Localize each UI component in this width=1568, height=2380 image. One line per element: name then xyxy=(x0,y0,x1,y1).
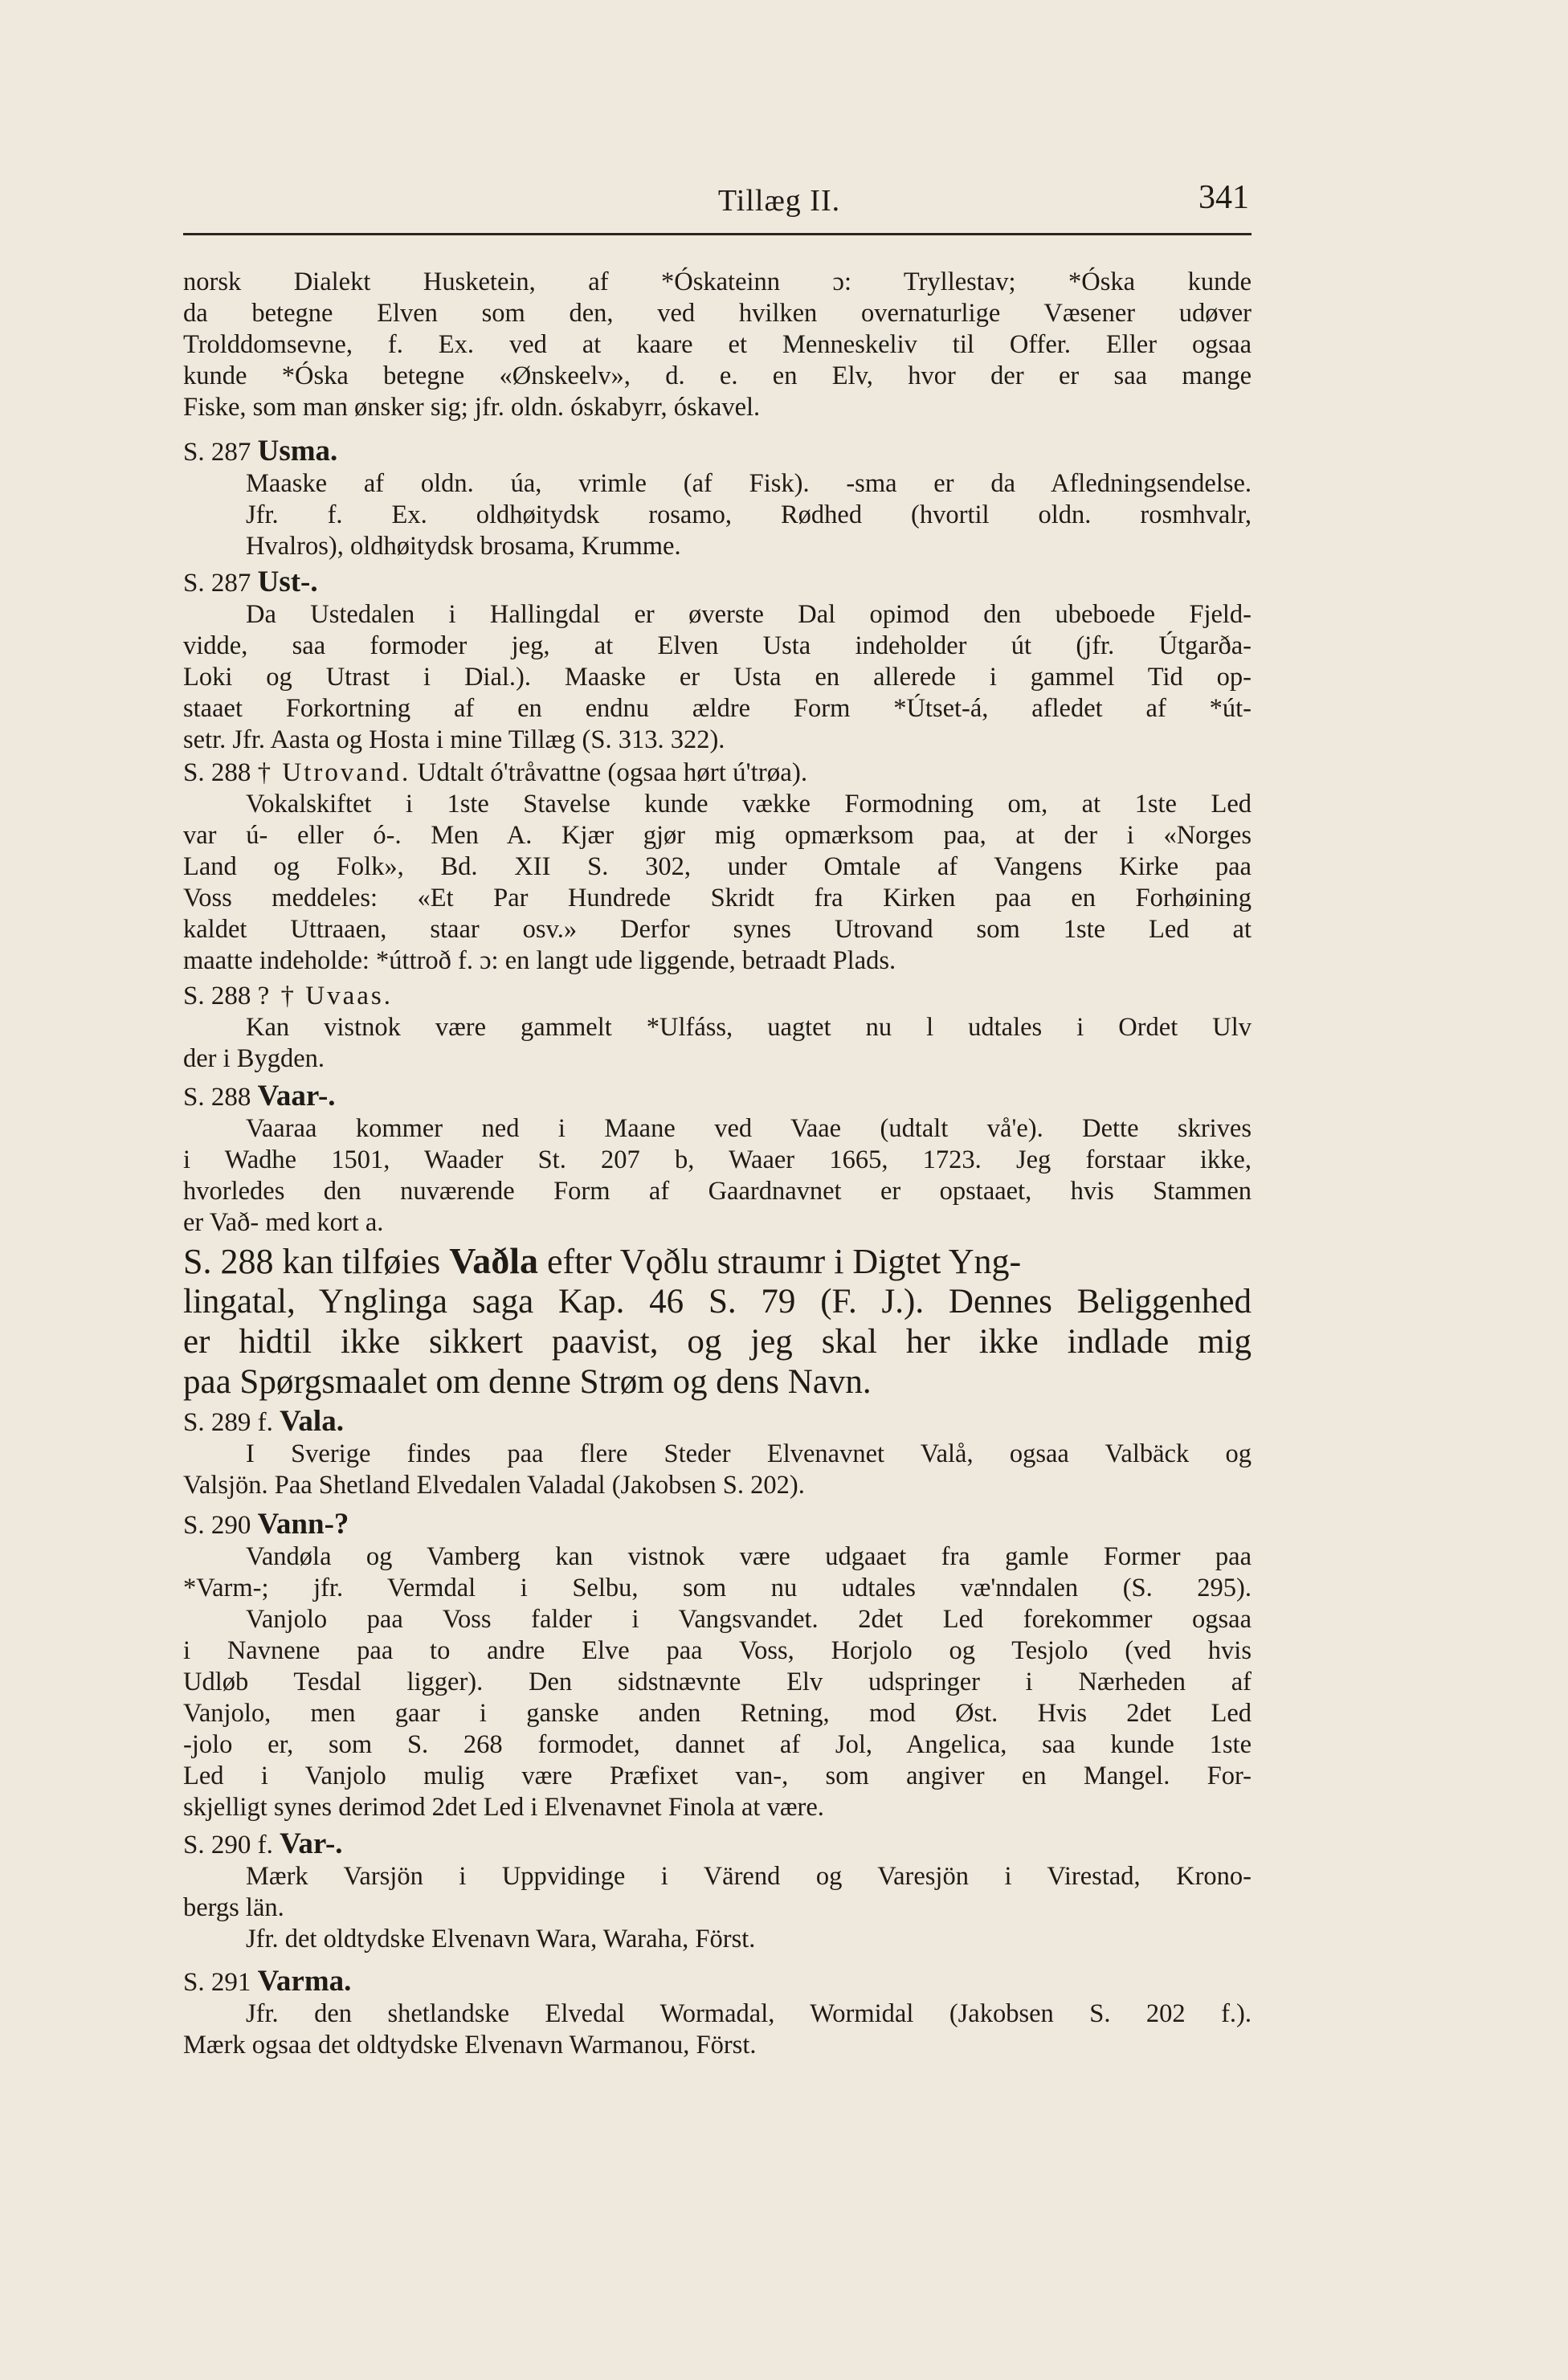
headword: Vala. xyxy=(280,1405,344,1438)
entry-ust xyxy=(183,566,1252,756)
entry-vann xyxy=(183,1508,1252,1823)
text-line: maatte indeholde: *úttroð f. ɔ: en langt ude liggende, betraadt Plads. xyxy=(183,946,896,975)
headword: Ust-. xyxy=(257,565,318,598)
text-line: Mærk Varsjön i Uppvidinge i Värend og Varesjön i Virestad, Krono- xyxy=(246,1862,1252,1891)
text-line: Da Ustedalen i Hallingdal er øverste Dal opimod den ubeboede Fjeld- xyxy=(246,600,1252,629)
text-line: norsk Dialekt Husketein, af *Óskateinn ɔ: Tryllestav; *Óska kunde xyxy=(183,267,1252,296)
text-line: Land og Folk», Bd. XII S. 302, under Omtale af Vangens Kirke paa xyxy=(183,852,1252,881)
headword: Vann-? xyxy=(257,1508,349,1541)
text-line: da betegne Elven som den, ved hvilken overnaturlige Væsener udøver xyxy=(183,299,1252,328)
page-number: 341 xyxy=(1198,179,1249,216)
text-line: Vanjolo, men gaar i ganske anden Retning, mod Øst. Hvis 2det Led xyxy=(183,1699,1252,1728)
text-line: i Wadhe 1501, Waader St. 207 b, Waaer 1665, 1723. Jeg forstaar ikke, xyxy=(183,1145,1252,1174)
text-line: Kan vistnok være gammelt *Ulfáss, uagtet nu l udtales i Ordet Ulv xyxy=(246,1013,1252,1042)
entry-head xyxy=(183,980,1252,1012)
headword: Varma. xyxy=(257,1965,352,1998)
text-line: paa Spørgsmaalet om denne Strøm og dens Navn. xyxy=(183,1363,872,1401)
text-line: Trolddomsevne, f. Ex. ved at kaare et Menneskeliv til Offer. Eller ogsaa xyxy=(183,330,1252,359)
head-text: efter Vǫðlu straumr i Digtet Yng- xyxy=(547,1242,1022,1281)
text-line: var ú- eller ó-. Men A. Kjær gjør mig opmærksom paa, at der i «Norges xyxy=(183,821,1252,850)
text-line: staaet Forkortning af en endnu ældre Form *Útset-á, afledet af *út- xyxy=(183,694,1252,723)
page-reference: S. 290 f. xyxy=(183,1831,273,1860)
text-line: I Sverige findes paa flere Steder Elvenavnet Valå, ogsaa Valbäck og xyxy=(246,1439,1252,1468)
text-line: Vaaraa kommer ned i Maane ved Vaae (udtalt vå'e). Dette skrives xyxy=(246,1114,1252,1143)
text-line: er Vað- med kort a. xyxy=(183,1208,384,1237)
entry-head xyxy=(183,1966,1252,1998)
text-line: Led i Vanjolo mulig være Præfixet van-, som angiver en Mangel. For- xyxy=(183,1762,1252,1790)
text-line: Jfr. det oldtydske Elvenavn Wara, Waraha, Först. xyxy=(246,1925,756,1953)
text-line: lingatal, Ynglinga saga Kap. 46 S. 79 (F. J.). Dennes Beliggenhed xyxy=(183,1283,1252,1321)
entry-head xyxy=(183,566,1252,599)
page-reference: S. 289 f. xyxy=(183,1408,273,1437)
headword: Vaðla xyxy=(449,1240,538,1281)
text-line: kunde *Óska betegne «Ønskeelv», d. e. en Elv, hvor der er saa mange xyxy=(183,361,1252,390)
text-line: Vandøla og Vamberg kan vistnok være udgaaet fra gamle Former paa xyxy=(246,1542,1252,1571)
entry-head xyxy=(183,435,1252,468)
entry-varma xyxy=(183,1966,1252,2061)
page-reference: S. 291 xyxy=(183,1968,251,1997)
headword: † Utrovand. xyxy=(257,758,411,787)
entry-vadla xyxy=(183,1241,1252,1402)
headword: Var-. xyxy=(280,1827,343,1860)
page-reference: S. 287 xyxy=(183,438,251,467)
entry-usma xyxy=(183,435,1252,562)
text-line: Maaske af oldn. úa, vrimle (af Fisk). -sma er da Afledningsendelse. xyxy=(246,469,1252,498)
headword: Usma. xyxy=(257,435,338,467)
entry-head xyxy=(183,1508,1252,1541)
text-line: bergs län. xyxy=(183,1893,284,1922)
text-line: Mærk ogsaa det oldtydske Elvenavn Warmanou, Först. xyxy=(183,2031,757,2060)
headword: ? † Uvaas. xyxy=(257,982,393,1010)
entry-head xyxy=(183,1241,1252,1282)
text-line: i Navnene paa to andre Elve paa Voss, Horjolo og Tesjolo (ved hvis xyxy=(183,1636,1252,1665)
page-reference: S. 288 xyxy=(183,1083,251,1112)
text-line: Voss meddeles: «Et Par Hundrede Skridt fra Kirken paa en Forhøining xyxy=(183,884,1252,912)
text-line: Jfr. f. Ex. oldhøitydsk rosamo, Rødhed (hvortil oldn. rosmhvalr, xyxy=(246,500,1252,529)
text-line: er hidtil ikke sikkert paavist, og jeg skal her ikke indlade mig xyxy=(183,1323,1252,1361)
entry-utrovand xyxy=(183,757,1252,977)
entry-uvaas xyxy=(183,980,1252,1075)
text-line: -jolo er, som S. 268 formodet, dannet af Jol, Angelica, saa kunde 1ste xyxy=(183,1730,1252,1759)
text-line: skjelligt synes derimod 2det Led i Elvenavnet Finola at være. xyxy=(183,1793,824,1822)
entry-head xyxy=(183,1080,1252,1113)
text-line: Valsjön. Paa Shetland Elvedalen Valadal (Jakobsen S. 202). xyxy=(183,1471,805,1500)
text-line: setr. Jfr. Aasta og Hosta i mine Tillæg (S. 313. 322). xyxy=(183,725,725,754)
text-line: vidde, saa formoder jeg, at Elven Usta indeholder út (jfr. Útgarða- xyxy=(183,631,1252,660)
text-line: Vanjolo paa Voss falder i Vangsvandet. 2det Led forekommer ogsaa xyxy=(246,1605,1252,1634)
page-reference: S. 287 xyxy=(183,569,251,598)
page-reference: S. 288 xyxy=(183,1242,274,1281)
text-line: Hvalros), oldhøitydsk brosama, Krumme. xyxy=(246,532,681,561)
text-line: kaldet Uttraaen, staar osv.» Derfor synes Utrovand som 1ste Led at xyxy=(183,915,1252,944)
text-line: der i Bygden. xyxy=(183,1044,325,1073)
text-line: Fiske, som man ønsker sig; jfr. oldn. óskabyrr, óskavel. xyxy=(183,393,761,422)
entry-head xyxy=(183,1406,1252,1439)
entry-var xyxy=(183,1828,1252,1955)
head-text: Udtalt ó'tråvattne (ogsaa hørt ú'trøa). xyxy=(417,758,808,787)
page-reference: S. 288 xyxy=(183,758,251,787)
text-line: hvorledes den nuværende Form af Gaardnavnet er opstaaet, hvis Stammen xyxy=(183,1177,1252,1206)
intro-paragraph xyxy=(183,267,1252,423)
text-line: *Varm-; jfr. Vermdal i Selbu, som nu udtales væ'nndalen (S. 295). xyxy=(183,1574,1252,1602)
page-reference: S. 290 xyxy=(183,1511,251,1540)
entry-head xyxy=(183,1828,1252,1861)
text-line: Jfr. den shetlandske Elvedal Wormadal, Wormidal (Jakobsen S. 202 f.). xyxy=(246,1999,1252,2028)
running-header: Tillæg II. xyxy=(717,184,841,218)
headword: Vaar-. xyxy=(257,1080,336,1112)
text-line: Vokalskiftet i 1ste Stavelse kunde vække Formodning om, at 1ste Led xyxy=(246,790,1252,819)
entry-head xyxy=(183,757,1252,789)
entry-vaar xyxy=(183,1080,1252,1239)
page-reference: S. 288 xyxy=(183,982,251,1010)
text-line: Loki og Utrast i Dial.). Maaske er Usta en allerede i gammel Tid op- xyxy=(183,663,1252,692)
entry-vala xyxy=(183,1406,1252,1501)
text-line: Udløb Tesdal ligger). Den sidstnævnte Elv udspringer i Nærheden af xyxy=(183,1668,1252,1696)
header-rule xyxy=(183,233,1252,235)
head-text: kan tilføies xyxy=(282,1242,441,1281)
